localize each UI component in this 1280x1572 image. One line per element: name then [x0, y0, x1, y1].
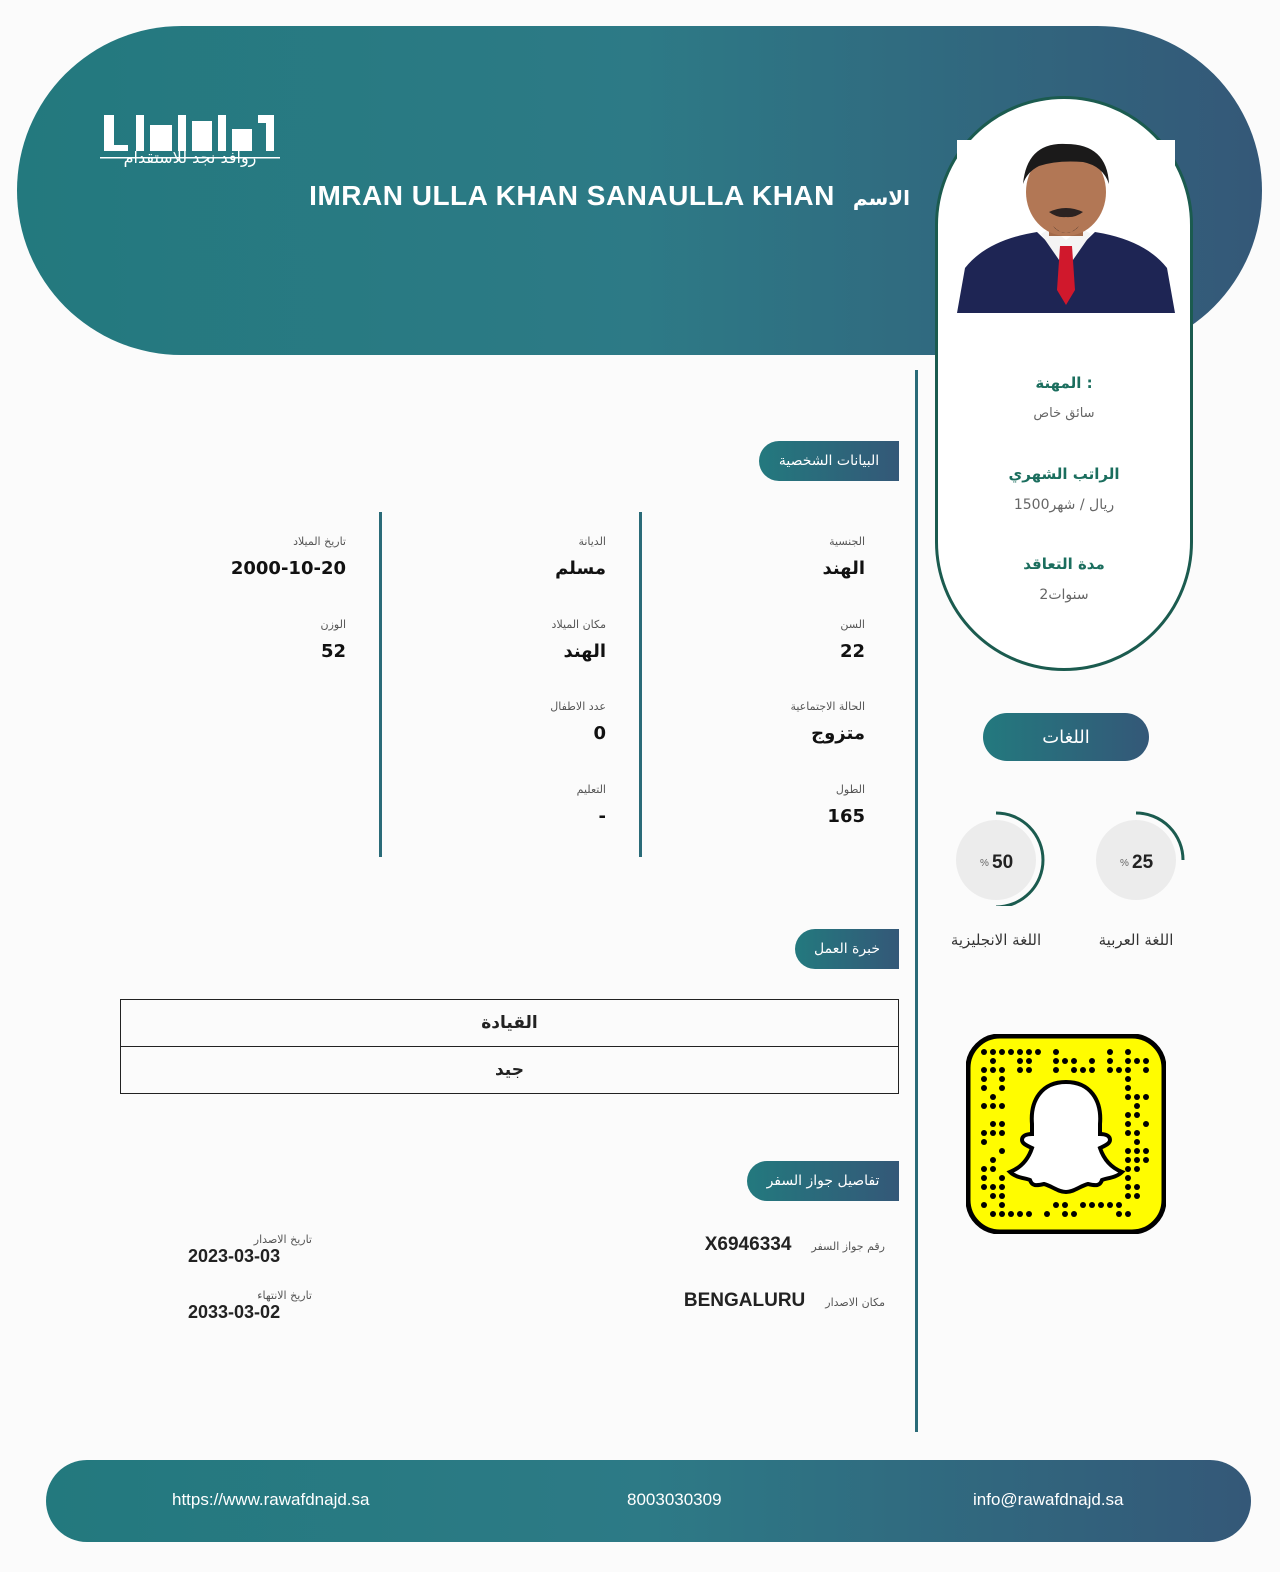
snapcode-dot: [1125, 1094, 1131, 1100]
snapcode-dot: [990, 1130, 996, 1136]
snapcode-dot: [1026, 1211, 1032, 1217]
section-experience: خبرة العمل: [795, 929, 899, 969]
snapcode-dot: [1017, 1211, 1023, 1217]
snapcode-dot: [999, 1211, 1005, 1217]
section-passport: تفاصيل جواز السفر: [747, 1161, 899, 1201]
snapcode-dot: [1134, 1193, 1140, 1199]
snapcode-dot: [1134, 1157, 1140, 1163]
snapcode-dot: [981, 1049, 987, 1055]
snapcode-dot: [999, 1184, 1005, 1190]
snapcode-dot: [1089, 1067, 1095, 1073]
snapcode-dot: [1134, 1139, 1140, 1145]
passport-place-row: [660, 1290, 885, 1312]
nationality-value: الهند: [822, 558, 865, 579]
snapcode-dot: [1125, 1193, 1131, 1199]
snapcode-dot: [1080, 1202, 1086, 1208]
snapcode-dot: [1134, 1130, 1140, 1136]
snapcode-dot: [1134, 1094, 1140, 1100]
snapcode-dot: [1062, 1202, 1068, 1208]
children-label: عدد الاطفال: [550, 700, 606, 713]
company-name-ar: روافد نجد للاستقدام: [123, 148, 257, 167]
skill-header: القيادة: [121, 1000, 899, 1047]
snapcode-dot: [999, 1103, 1005, 1109]
field-religion: [406, 535, 606, 579]
salary-block: [935, 465, 1193, 513]
birthplace-label: مكان الميلاد: [551, 618, 606, 631]
snapcode-dot: [1125, 1049, 1131, 1055]
snapcode-dot: [981, 1184, 987, 1190]
snapcode-dot: [1026, 1058, 1032, 1064]
snapcode: [966, 1034, 1166, 1234]
snapcode-dot: [999, 1067, 1005, 1073]
snapcode-dot: [990, 1049, 996, 1055]
snapcode-dot: [1125, 1157, 1131, 1163]
snapcode-dot: [990, 1121, 996, 1127]
snapcode-dot: [1125, 1067, 1131, 1073]
snapcode-dot: [1089, 1058, 1095, 1064]
height-label: الطول: [835, 783, 865, 796]
gauge-english-value: 50: [992, 852, 1014, 873]
children-value: 0: [593, 723, 606, 744]
field-birthplace: [406, 618, 606, 662]
snapcode-dot: [981, 1130, 987, 1136]
snapcode-dot: [981, 1139, 987, 1145]
snapcode-dot: [1071, 1211, 1077, 1217]
passport-number-row: [700, 1234, 885, 1256]
snapcode-dot: [1143, 1094, 1149, 1100]
candidate-photo: [957, 140, 1175, 313]
snapcode-dot: [1125, 1058, 1131, 1064]
gauge-english: [952, 810, 1048, 906]
snapcode-dot: [1071, 1058, 1077, 1064]
snapcode-dot: [1008, 1211, 1014, 1217]
footer-bar: [46, 1460, 1251, 1542]
field-dob: [146, 535, 346, 579]
snapcode-dot: [1107, 1067, 1113, 1073]
snapcode-dot: [990, 1184, 996, 1190]
snapcode-dot: [1125, 1148, 1131, 1154]
languages-pill: اللغات: [983, 713, 1149, 761]
snapcode-dot: [990, 1067, 996, 1073]
contract-label: مدة التعاقد: [1023, 555, 1105, 573]
snapcode-dot: [1107, 1049, 1113, 1055]
snapcode-dot: [1125, 1211, 1131, 1217]
snapcode-dot: [1125, 1121, 1131, 1127]
snapcode-dot: [1134, 1148, 1140, 1154]
passport-expiry-block: [150, 1289, 312, 1323]
snapcode-dot: [1089, 1202, 1095, 1208]
snapcode-dot: [1107, 1202, 1113, 1208]
snapcode-dot: [1134, 1058, 1140, 1064]
gauge-arabic-value: 25: [1132, 852, 1154, 873]
website-link[interactable]: https://www.rawafdnajd.sa: [172, 1490, 370, 1509]
salary-value: 1500ريال / شهر: [1013, 497, 1115, 513]
gauge-arabic-unit: %: [1120, 858, 1129, 869]
snapcode-dot: [1053, 1058, 1059, 1064]
passport-place: BENGALURU: [683, 1290, 806, 1311]
education-label: التعليم: [576, 783, 606, 796]
snapcode-dot: [981, 1103, 987, 1109]
snapcode-dot: [999, 1202, 1005, 1208]
snapcode-dot: [990, 1193, 996, 1199]
profession-value: سائق خاص: [1033, 406, 1095, 421]
contract-value: 2سنوات: [1039, 587, 1089, 603]
snapcode-dot: [981, 1076, 987, 1082]
nationality-label: الجنسية: [829, 535, 865, 548]
column-divider-1: [379, 512, 382, 857]
snapcode-dot: [1134, 1166, 1140, 1172]
dob-value: 2000-10-20: [230, 558, 346, 579]
issue-date: 2023-03-03: [188, 1246, 281, 1266]
marital-value: متزوج: [811, 723, 865, 744]
snapcode-dot: [1044, 1211, 1050, 1217]
issue-date-label: تاريخ الاصدار: [253, 1233, 312, 1246]
snapcode-dot: [999, 1130, 1005, 1136]
snapcode-dot: [999, 1076, 1005, 1082]
table-row: [121, 1047, 899, 1094]
snapcode-dot: [1143, 1148, 1149, 1154]
field-education: [406, 783, 606, 827]
snapcode-dot: [1125, 1076, 1131, 1082]
snapcode-dot: [1116, 1202, 1122, 1208]
snapcode-dot: [1125, 1085, 1131, 1091]
education-value: -: [598, 806, 606, 827]
lang-english-label: اللغة الانجليزية: [950, 931, 1042, 949]
snapcode-dot: [1134, 1112, 1140, 1118]
snapcode-dot: [999, 1148, 1005, 1154]
snapcode-dot: [990, 1094, 996, 1100]
expiry-date: 2033-03-02: [188, 1302, 281, 1322]
expiry-date-label: تاريخ الانتهاء: [257, 1289, 312, 1302]
snapcode-dot: [1125, 1166, 1131, 1172]
snapcode-dot: [1053, 1202, 1059, 1208]
section-personal: البيانات الشخصية: [759, 441, 899, 481]
snapcode-dot: [1143, 1058, 1149, 1064]
field-height: [665, 783, 865, 827]
profession-label: المهنة :: [1035, 374, 1093, 392]
snapcode-dot: [1080, 1067, 1086, 1073]
snapcode-dot: [1143, 1157, 1149, 1163]
snapcode-dot: [1098, 1202, 1104, 1208]
snapcode-dot: [1026, 1067, 1032, 1073]
snapcode-dot: [990, 1166, 996, 1172]
passport-place-label: مكان الاصدار: [825, 1296, 885, 1309]
weight-value: 52: [320, 641, 346, 662]
snapcode-dot: [1053, 1049, 1059, 1055]
snapcode-dot: [1017, 1058, 1023, 1064]
birthplace-value: الهند: [563, 641, 606, 662]
dob-label: تاريخ الميلاد: [293, 535, 346, 548]
field-nationality: [665, 535, 865, 579]
snapcode-dot: [990, 1058, 996, 1064]
snapcode-dot: [1125, 1175, 1131, 1181]
snapcode-dot: [990, 1103, 996, 1109]
passport-number: X6946334: [704, 1234, 792, 1255]
snapcode-dot: [999, 1175, 1005, 1181]
passport-issue-block: [150, 1233, 312, 1267]
snapcode-dot: [990, 1157, 996, 1163]
snapcode-dot: [1107, 1058, 1113, 1064]
snapcode-dot: [999, 1193, 1005, 1199]
field-marital: [665, 700, 865, 744]
snapcode-dot: [1008, 1049, 1014, 1055]
name-label: الاسم: [852, 186, 910, 210]
marital-label: الحالة الاجتماعية: [790, 700, 865, 713]
religion-label: الديانة: [578, 535, 606, 548]
snapcode-dot: [1134, 1103, 1140, 1109]
passport-number-label: رقم جواز السفر: [811, 1240, 885, 1253]
snapcode-dot: [1053, 1067, 1059, 1073]
snapcode-dot: [1125, 1130, 1131, 1136]
snapcode-dot: [999, 1049, 1005, 1055]
age-label: السن: [840, 618, 865, 631]
snapcode-dot: [1134, 1184, 1140, 1190]
age-value: 22: [839, 641, 865, 662]
snapcode-dot: [981, 1085, 987, 1091]
field-children: [406, 700, 606, 744]
gauge-english-unit: %: [980, 858, 989, 869]
snapcode-dot: [1116, 1211, 1122, 1217]
field-weight: [146, 618, 346, 662]
phone-number[interactable]: 8003030309: [627, 1490, 722, 1509]
snapcode-dot: [1116, 1067, 1122, 1073]
snapcode-dot: [1071, 1067, 1077, 1073]
section-divider: [915, 370, 918, 1432]
candidate-name: IMRAN ULLA KHAN SANAULLA KHAN: [309, 180, 835, 211]
snapcode-dot: [1125, 1112, 1131, 1118]
email-link[interactable]: info@rawafdnajd.sa: [973, 1490, 1124, 1509]
height-value: 165: [827, 806, 865, 827]
snapcode-dot: [1062, 1058, 1068, 1064]
name-row: [309, 180, 910, 212]
snapcode-dot: [1017, 1067, 1023, 1073]
religion-value: مسلم: [555, 558, 606, 579]
snapcode-dot: [1125, 1184, 1131, 1190]
gauge-arabic: [1092, 810, 1188, 906]
snapcode-dot: [981, 1067, 987, 1073]
snapcode-dot: [1143, 1067, 1149, 1073]
snapcode-dot: [1062, 1211, 1068, 1217]
field-age: [665, 618, 865, 662]
snapcode-dot: [981, 1166, 987, 1172]
skill-value: جيد: [121, 1047, 899, 1094]
snapcode-dot: [981, 1202, 987, 1208]
snapcode-dot: [981, 1175, 987, 1181]
column-divider-2: [639, 512, 642, 857]
experience-table: [120, 999, 899, 1094]
snapcode-dot: [999, 1121, 1005, 1127]
salary-label: الراتب الشهري: [1008, 465, 1120, 483]
snapcode-dot: [1026, 1049, 1032, 1055]
table-row: [121, 1000, 899, 1047]
lang-arabic-label: اللغة العربية: [1098, 931, 1174, 949]
snapcode-dot: [990, 1211, 996, 1217]
profession-block: [935, 374, 1193, 421]
weight-label: الوزن: [320, 618, 346, 631]
snapcode-dot: [1017, 1049, 1023, 1055]
snapcode-dot: [1035, 1049, 1041, 1055]
snapcode-dot: [1143, 1121, 1149, 1127]
contract-block: [935, 555, 1193, 603]
snapcode-dot: [999, 1085, 1005, 1091]
